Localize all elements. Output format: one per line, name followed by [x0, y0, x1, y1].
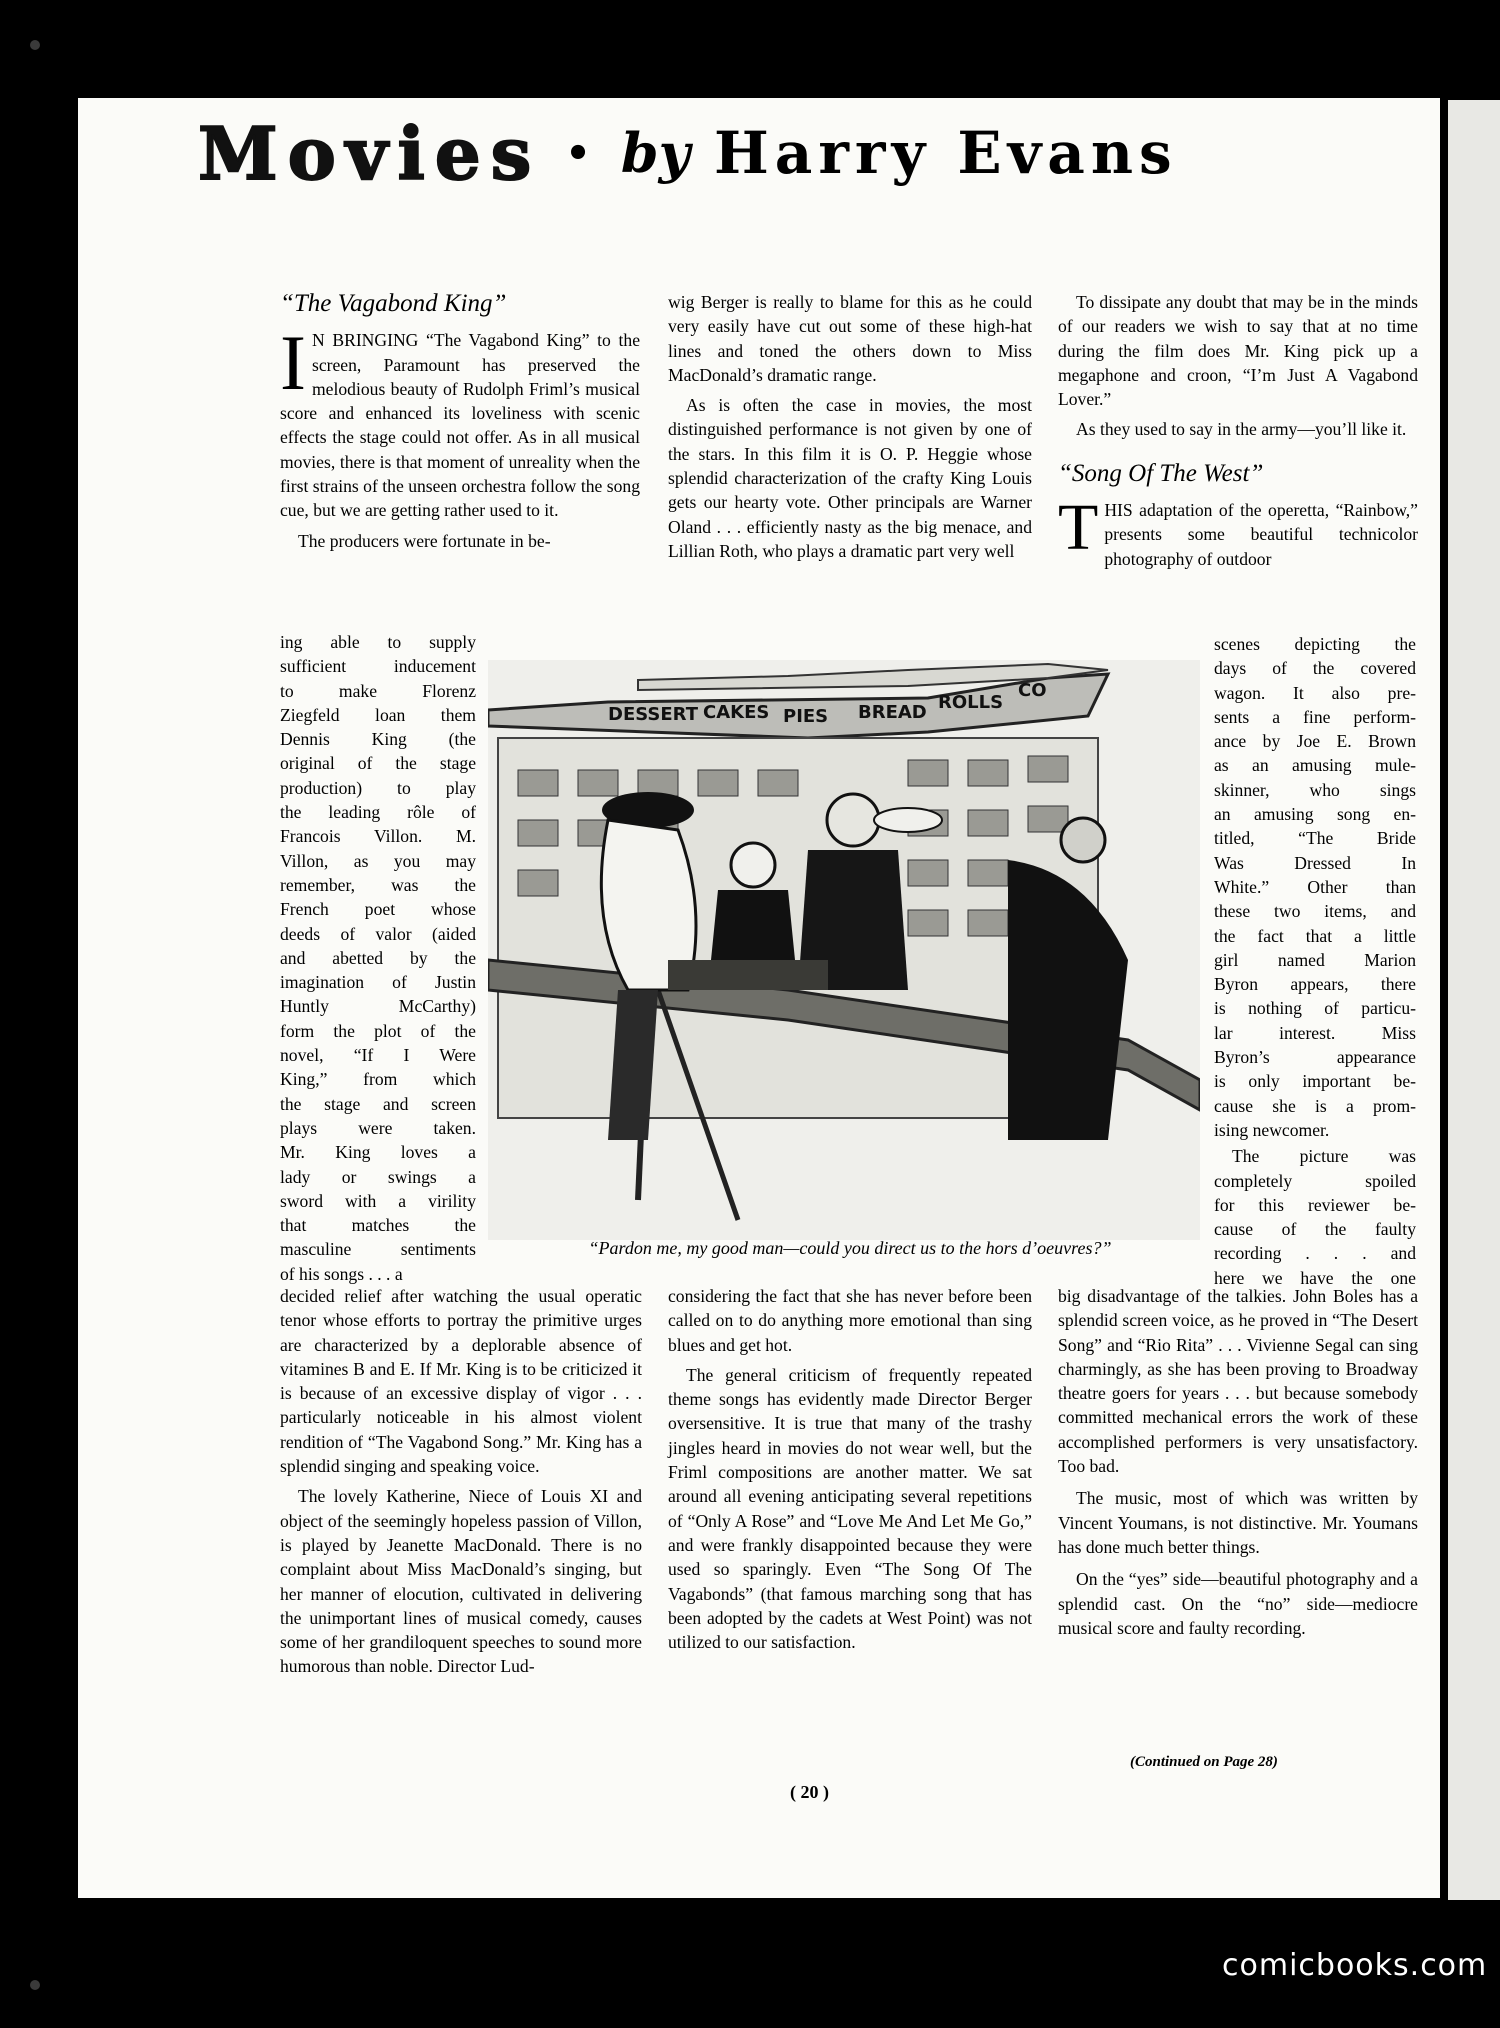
page-number: ( 20 )	[790, 1782, 829, 1802]
column-1-bottom	[280, 1284, 642, 1685]
article1-col2-bottom-paragraph-2: The general criticism of frequently repeated theme songs has evidently made Director Berger oversensitive. It is true that many of the trashy jingles heard in movies do not wear well, but the Friml compositions are another matter. We sat around all evening anticipating several repetitions of “Only A Rose” and “Love Me And Let Me Go,” and were frankly disappointed because they were used so sparingly. Even “The Song Of The Vagabonds” (that famous marching song that has been adopted by the cadets at West Point) was not utilized to our satisfaction.	[668, 1364, 1032, 1653]
narrow-line: scenes depicting the	[1214, 634, 1416, 654]
watermark-brand: comicbooks.com	[1222, 1948, 1488, 1983]
sign-rolls: ROLLS	[938, 692, 1004, 713]
masthead-bullet: •	[565, 129, 597, 177]
narrow-line: here we have the one	[1214, 1267, 1416, 1288]
article1-col2-bottom-paragraph-1: considering the fact that she has never before been called on to do anything more emotional than sing blues and get hot.	[668, 1286, 1032, 1355]
article2-paragraph-4: On the “yes” side—beautiful photography and a splendid cast. On the “no” side—mediocre musical score and faulty recording.	[1058, 1569, 1418, 1638]
narrow-line: lar interest. Miss	[1214, 1022, 1416, 1043]
column-3-bottom	[1058, 1284, 1418, 1646]
narrow-line: days of the covered	[1214, 658, 1416, 679]
binding-hole	[30, 40, 40, 50]
column-3-top	[1058, 290, 1418, 571]
narrow-line: White.” Other than	[1214, 876, 1416, 897]
narrow-line: and abetted by the	[280, 947, 476, 968]
narrow-line: the stage and screen	[280, 1093, 476, 1114]
article2-paragraph-1: THIS adaptation of the operetta, “Rainbow,” presents some beautiful technicolor photography of outdoor	[1058, 491, 1418, 569]
narrow-line: form the plot of the	[280, 1020, 476, 1041]
song-of-the-west-heading: “Song Of The West”	[1058, 459, 1264, 487]
continued-note: (Continued on Page 28)	[1130, 1754, 1278, 1770]
illustration-caption: “Pardon me, my good man—could you direct us to the hors d’oeuvres?”	[588, 1238, 1112, 1258]
binding-hole	[30, 1980, 40, 1990]
article2-paragraph-3: The music, most of which was written by Vincent Youmans, is not distinctive. Mr. Youmans has done much better things.	[1058, 1488, 1418, 1557]
sign-pies: PIES	[783, 706, 829, 727]
narrow-line: novel, “If I Were	[280, 1045, 476, 1066]
narrow-line: original of the stage	[280, 753, 476, 774]
article1-col3-paragraph-2: As they used to say in the army—you’ll like it.	[1076, 419, 1407, 440]
narrow-line: lady or swings a	[280, 1166, 476, 1187]
narrow-line: plays were taken.	[280, 1117, 476, 1138]
narrow-line: skinner, who sings	[1214, 779, 1416, 800]
masthead	[198, 108, 1328, 198]
narrow-line: Ziegfeld loan them	[280, 704, 476, 725]
narrow-line: Huntly McCarthy)	[280, 996, 476, 1017]
article1-paragraph-1: I N BRINGING “The Vagabond King” to the screen, Paramount has preserved the melodious beauty of Rudolph Friml’s musical score and enhanced its loveliness with scenic effects the stage could not offer. As in all musical movies, there is that moment of unreality when the first strains of the unseen orchestra follow the song cue, but we are getting rather used to it.	[280, 319, 640, 521]
scan-left-edge	[0, 0, 70, 2028]
dropcap-i: I	[280, 319, 306, 407]
sign-dessert: DESSERT	[608, 704, 698, 725]
narrow-line: recording . . . and	[1214, 1243, 1416, 1264]
narrow-line: is nothing of particu-	[1214, 998, 1416, 1019]
column-2-top	[668, 290, 1032, 569]
narrow-line: Byron appears, there	[1214, 974, 1416, 995]
narrow-line: titled, “The Bride	[1214, 828, 1416, 849]
narrow-line: to make Florenz	[280, 680, 476, 701]
narrow-line: remember, was the	[280, 874, 476, 895]
narrow-line: wagon. It also pre-	[1214, 682, 1416, 703]
narrow-line: ising newcomer.	[1214, 1119, 1330, 1140]
masthead-by: by	[620, 121, 690, 185]
narrow-line: ing able to supply	[280, 632, 476, 652]
narrow-line: an amusing song en-	[1214, 804, 1416, 825]
narrow-line: The picture was	[1232, 1146, 1416, 1167]
narrow-line: girl named Marion	[1214, 949, 1416, 970]
narrow-line: completely spoiled	[1214, 1170, 1416, 1191]
narrow-line: Mr. King loves a	[280, 1142, 476, 1163]
narrow-line: Was Dressed In	[1214, 852, 1416, 873]
column-2-bottom	[668, 1284, 1032, 1660]
narrow-line: Byron’s appearance	[1214, 1047, 1416, 1068]
narrow-line: Villon, as you may	[280, 850, 476, 871]
narrow-line: Dennis King (the	[280, 729, 476, 750]
article1-col3-paragraph-1: To dissipate any doubt that may be in the minds of our readers we wish to say that at no time during the film does Mr. King pick up a megaphone and croon, “I’m Just A Vagabond Lover.”	[1058, 292, 1418, 410]
narrow-line: deeds of valor (aided	[280, 923, 476, 944]
narrow-line: for this reviewer be-	[1214, 1194, 1416, 1215]
narrow-line: these two items, and	[1214, 901, 1416, 922]
narrow-line: of his songs . . . a	[280, 1263, 403, 1284]
article1-paragraph-3: The lovely Katherine, Niece of Louis XI and object of the seemingly hopeless passion of Villon, is played by Jeanette MacDonald. There is no complaint about Miss MacDonald’s singing, but her manner of elocution, cultivated in delivering the unimportant lines of musical comedy, causes some of her grandiloquent speeches to sound more humorous than noble. Director Lud-	[280, 1486, 642, 1677]
masthead-title: Movies	[198, 110, 542, 196]
narrow-line: that matches the	[280, 1215, 476, 1236]
sign-bread: BREAD	[858, 702, 927, 723]
masthead-author: Harry Evans	[713, 119, 1178, 187]
narrow-line: the fact that a little	[1214, 925, 1416, 946]
narrow-line: production) to play	[280, 777, 476, 798]
narrow-line: sents a fine perform-	[1214, 706, 1416, 727]
next-page-edge	[1448, 100, 1500, 1900]
narrow-line: ance by Joe E. Brown	[1214, 731, 1416, 752]
sign-co: CO	[1018, 680, 1047, 701]
narrow-line: sword with a virility	[280, 1190, 476, 1211]
narrow-line: as an amusing mule-	[1214, 755, 1416, 776]
automat-drawing	[488, 660, 1200, 1240]
narrow-line: cause she is a prom-	[1214, 1095, 1416, 1116]
column-1-top	[280, 290, 640, 553]
column-1-narrow	[280, 630, 476, 1286]
dropcap-t: T	[1058, 491, 1099, 565]
article1-paragraph-2-end: decided relief after watching the usual operatic tenor whose efforts to portray the primitive urges are characterized by a deplorable absence of vitamines B and E. If Mr. King is to be criticized it is because of an excessive display of vigor . . . particularly noticeable in his almost violent rendition of “The Vagabond Song.” Mr. King has a splendid singing and speaking voice.	[280, 1286, 642, 1477]
automat-illustration	[488, 660, 1200, 1240]
narrow-line: cause of the faulty	[1214, 1219, 1416, 1240]
narrow-line: imagination of Justin	[280, 972, 476, 993]
article1-col2-paragraph-1: wig Berger is really to blame for this as he could very easily have cut out some of these high-hat lines and toned the others down to Miss MacDonald’s dramatic range.	[668, 292, 1032, 385]
article1-col2-paragraph-2: As is often the case in movies, the most distinguished performance is not given by one of the stars. In this film it is O. P. Heggie whose splendid characterization of the crafty King Louis gets our hearty vote. Other principals are Warner Oland . . . efficiently nasty as the big menace, and Lillian Roth, who plays a dramatic part very well	[668, 395, 1032, 561]
narrow-line: the leading rôle of	[280, 802, 476, 823]
sign-cakes: CAKES	[703, 702, 770, 723]
narrow-line: sufficient inducement	[280, 656, 476, 677]
narrow-line: French poet whose	[280, 899, 476, 920]
narrow-line: masculine sentiments	[280, 1239, 476, 1260]
narrow-line: King,” from which	[280, 1069, 476, 1090]
column-3-narrow	[1214, 632, 1416, 1290]
vagabond-king-heading: “The Vagabond King”	[280, 290, 507, 317]
narrow-line: Francois Villon. M.	[280, 826, 476, 847]
article2-paragraph-2-end: big disadvantage of the talkies. John Boles has a splendid screen voice, as he proved in “The Desert Song” and “Rio Rita” . . . Vivienne Segal can sing charmingly, as she has been proving to Broadway theatre goers for years . . . but because somebody committed mechanical errors the work of these accomplished performers is very unsatisfactory. Too bad.	[1058, 1286, 1418, 1477]
article1-paragraph-2-start: The producers were fortunate in be-	[298, 530, 551, 551]
narrow-line: is only important be-	[1214, 1071, 1416, 1092]
